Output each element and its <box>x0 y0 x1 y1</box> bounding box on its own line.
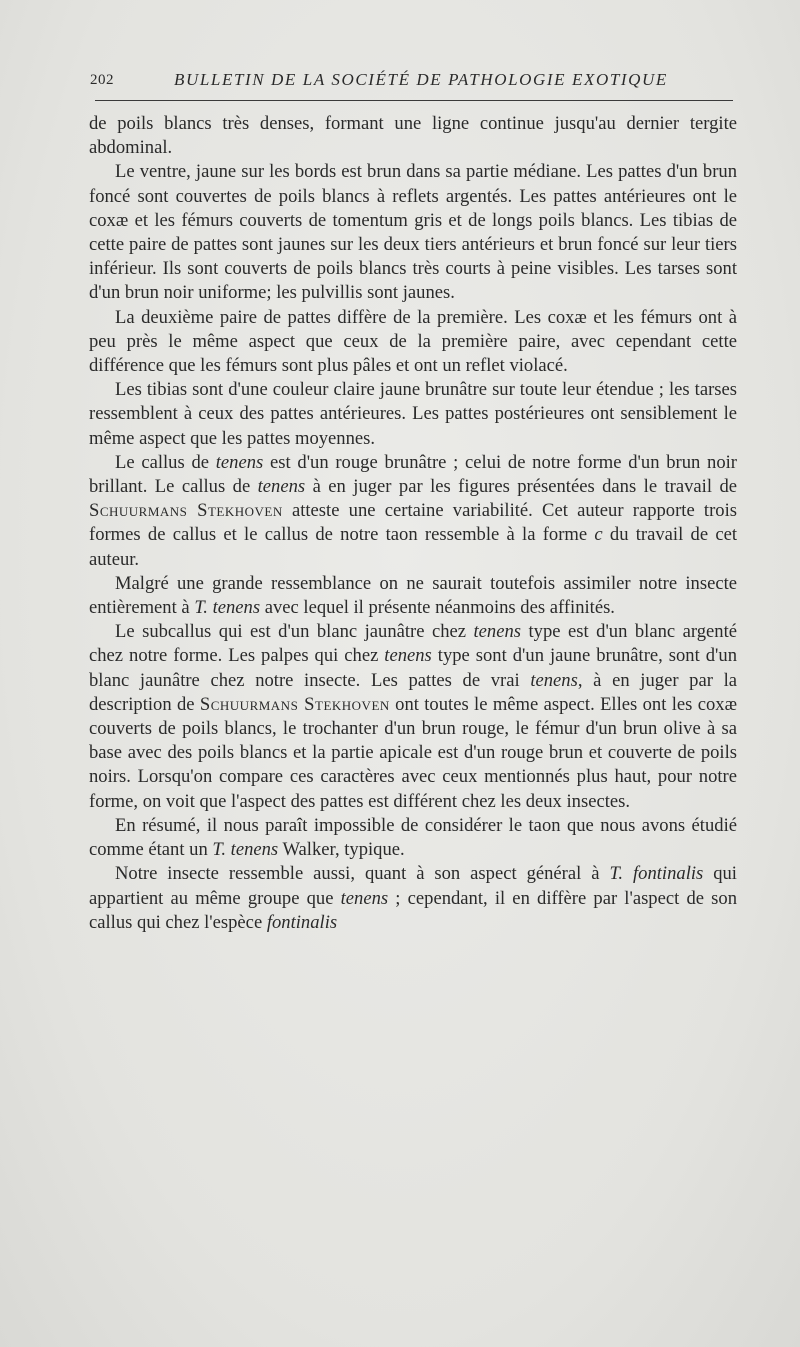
text-run: Notre insecte ressemble aussi, quant à son aspect général à <box>115 863 610 885</box>
paragraph <box>89 112 737 160</box>
page-number: 202 <box>90 72 114 88</box>
text-run: qui appartient au même groupe que <box>89 863 737 909</box>
author-name: Schuurmans Stekhoven <box>89 500 283 522</box>
text-run: ; cependant, il en diffère par l'aspect de son callus qui chez l'espèce <box>89 887 737 933</box>
italic-term: tenens <box>257 476 306 498</box>
body-text <box>89 112 737 935</box>
paragraph <box>89 451 737 572</box>
text-run: Le ventre, jaune sur les bords est brun dans sa partie médiane. Les pattes d'un brun foncé sont couvertes de poils blancs à reflets argentés. Les pattes antérieures ont le coxæ et les fémurs couverts de tomentum gris et de longs poils blancs. Les tibias de cette paire de pattes sont jaunes sur les deux tiers antérieurs et brun foncé sur leur tiers inférieur. Ils sont couverts de poils blancs très courts à peine visibles. Les tarses sont d'un brun noir uniforme; les pulvillis sont jaunes. <box>89 161 737 304</box>
text-run: type sont d'un jaune brunâtre, sont d'un blanc jaunâtre chez notre insecte. Les pattes de vrai <box>89 645 737 691</box>
italic-term: c <box>594 524 603 546</box>
page-header <box>90 70 732 94</box>
author-name: Schuurmans Stekhoven <box>199 693 390 715</box>
italic-term: tenens <box>384 645 432 667</box>
text-run: La deuxième paire de pattes diffère de la première. Les coxæ et les fémurs ont à peu près le même aspect que ceux de la première paire, avec cependant cette différence que les fémurs sont plus pâles et ont un reflet violacé. <box>89 306 737 377</box>
italic-term: tenens <box>215 451 264 473</box>
text-run: Walker, typique. <box>278 839 405 861</box>
text-run: Les tibias sont d'une couleur claire jaune brunâtre sur toute leur étendue ; les tarses ressemblent à ceux des pattes antérieures. Les pattes postérieures ont sensiblement le même aspect que les pattes moyennes. <box>89 379 737 449</box>
paragraph <box>89 378 737 451</box>
italic-term: T. tenens <box>212 839 279 861</box>
text-run: Malgré une grande ressemblance on ne saurait toutefois assimiler notre insecte entièrement à <box>89 572 737 619</box>
text-run: ont toutes le même aspect. Elles ont les coxæ couverts de poils blancs, le trochanter d'un brun rouge, le fémur d'un brun olive à sa base avec des poils blancs et la partie apicale est d'un rouge brun et couverte de poils noirs. Lorsqu'on compare ces caractères avec ceux mentionnés plus haut, pour notre forme, on voit que l'aspect des pattes est différent chez les deux insectes. <box>89 693 737 812</box>
text-run: de poils blancs très denses, formant une ligne continue jusqu'au dernier tergite abdominal. <box>89 113 737 159</box>
italic-term: T. fontinalis <box>609 863 704 885</box>
text-run: avec lequel il présente néanmoins des affinités. <box>260 597 615 619</box>
header-rule <box>95 100 733 101</box>
paragraph <box>89 572 737 620</box>
italic-term: T. tenens <box>194 597 261 619</box>
italic-term: tenens <box>530 669 578 691</box>
paragraph <box>89 160 737 305</box>
text-run: atteste une certaine variabilité. Cet auteur rapporte trois formes de callus et le callus de notre taon ressemble à la forme <box>89 500 737 546</box>
paragraph <box>89 620 737 814</box>
italic-term: tenens <box>473 621 522 643</box>
text-run: à en juger par les figures présentées dans le travail de <box>305 476 737 498</box>
running-title: BULLETIN DE LA SOCIÉTÉ DE PATHOLOGIE EXOTIQUE <box>174 70 668 89</box>
text-run: type est d'un blanc argenté chez notre forme. Les palpes qui chez <box>89 621 737 667</box>
text-run: En résumé, il nous paraît impossible de considérer le taon que nous avons étudié comme étant un <box>89 814 737 861</box>
text-run: est d'un rouge brunâtre ; celui de notre forme d'un brun noir brillant. Le callus de <box>89 451 737 498</box>
text-run: , à en juger par la description de <box>89 669 738 715</box>
paragraph <box>89 306 737 379</box>
paragraph <box>89 862 737 935</box>
paragraph <box>89 814 737 862</box>
italic-term: fontinalis <box>266 911 338 933</box>
text-run: Le callus de <box>115 451 216 473</box>
text-run: du travail de cet auteur. <box>89 524 738 570</box>
text-run: Le subcallus qui est d'un blanc jaunâtre chez <box>115 621 474 643</box>
italic-term: tenens <box>340 887 389 909</box>
